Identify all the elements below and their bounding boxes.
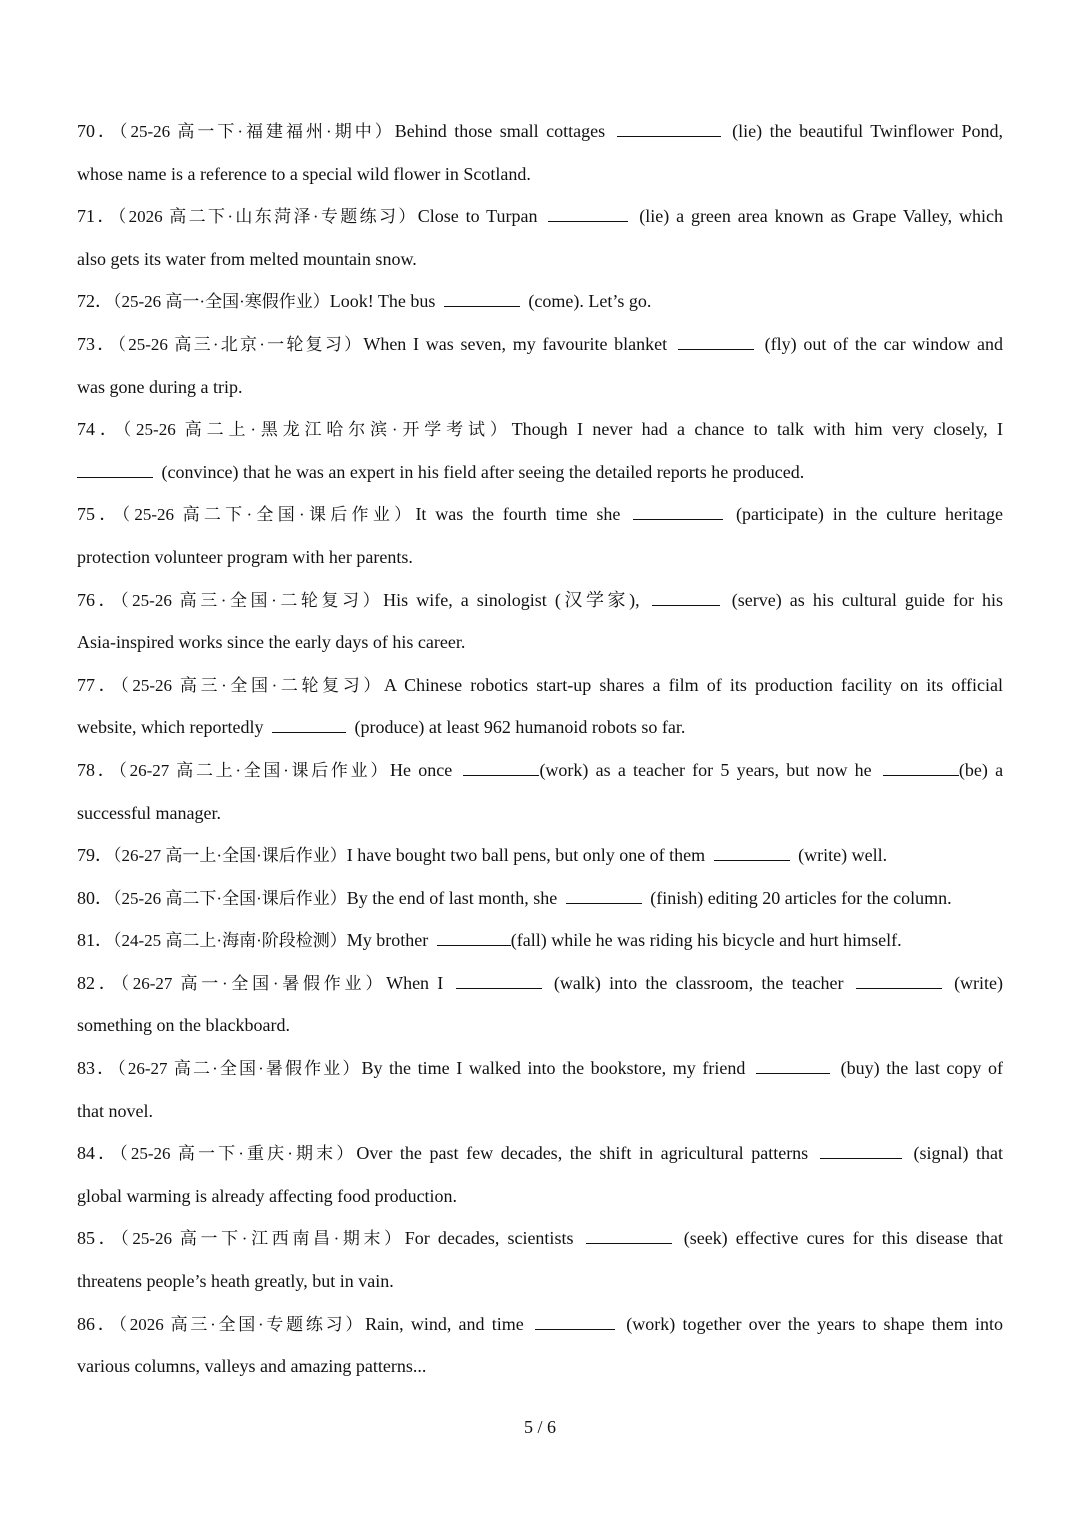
question-number: 71． [77,206,118,227]
question-hint: (fall) while he was riding his bicycle and hurt himself. [510,930,902,951]
answer-blank[interactable] [548,199,628,222]
question-76-line-2: Asia-inspired works since the early days of his career. [77,632,466,653]
question-86-line-2: various columns, valleys and amazing patterns... [77,1356,427,1377]
question-number: 82． [77,972,121,993]
answer-blank[interactable] [463,753,539,776]
question-number: 83． [77,1058,118,1079]
question-hint: (come). Let’s go. [528,291,652,312]
question-hint: (write) well. [798,845,888,866]
question-hint: (produce) at least 962 humanoid robots so far. [354,717,686,738]
question-73-line-1 [77,323,1003,366]
question-source: （25-26 高三·全国·二轮复习） [120,590,384,610]
question-source: （25-26 高二下·全国·课后作业） [113,888,347,908]
question-71-line-2: also gets its water from melted mountain snow. [77,248,417,269]
question-text: By the end of last month, she [346,887,558,908]
question-text: When I [386,972,444,993]
question-hint: (serve) as his cultural guide for his [731,589,1003,610]
question-source: （2026 高三·全国·专题练习） [118,1314,366,1334]
question-80-line-1 [77,877,1003,920]
answer-blank[interactable] [652,583,720,606]
question-source: （26-27 高一上·全国·课后作业） [113,846,347,866]
answer-blank[interactable] [566,881,642,904]
question-source: （25-26 高一下·江西南昌·期末） [120,1229,405,1249]
question-hint: (participate) in the culture heritage [735,504,1003,525]
question-84-line-1 [77,1132,1003,1175]
question-source: （26-27 高一·全国·暑假作业） [120,973,387,993]
question-number: 86． [77,1313,119,1334]
answer-blank[interactable] [756,1051,830,1074]
question-85-line-2: threatens people’s heath greatly, but in vain. [77,1271,394,1292]
question-source: （24-25 高二上·海南·阶段检测） [113,931,347,951]
page-number: 5 / 6 [523,1417,556,1437]
question-source: （25-26 高二上·黑龙江哈尔滨·开学考试） [122,420,512,440]
question-hint: (write) [954,972,1003,993]
question-82-line-1 [77,962,1003,1005]
question-text: A Chinese robotics start-up shares a film of its production facility on its official [383,674,1003,695]
answer-blank[interactable] [820,1136,902,1159]
question-source: （26-27 高二·全国·暑假作业） [117,1059,362,1079]
answer-blank[interactable] [456,966,542,989]
question-76-line-1 [77,579,1003,622]
question-78-line-2: successful manager. [77,802,221,823]
question-text: He once [390,759,453,780]
question-text: When I was seven, my favourite blanket [363,333,668,354]
answer-blank[interactable] [883,753,959,776]
question-source: （26-27 高二上·全国·课后作业） [118,760,391,780]
question-hint: (lie) a green area known as Grape Valley, which [639,206,1003,227]
question-70-line-2: whose name is a reference to a special wild flower in Scotland. [77,163,531,184]
question-hint: (lie) the beautiful Twinflower Pond, [732,121,1003,141]
question-hint: (convince) that he was an expert in his field after seeing the detailed reports he produced. [161,461,805,482]
question-75-line-1 [77,493,1003,536]
question-text: For decades, scientists [404,1228,574,1249]
question-number: 85． [77,1228,121,1249]
question-source: （2026 高二下·山东菏泽·专题练习） [117,207,418,227]
question-85-line-1 [77,1217,1003,1260]
answer-blank[interactable] [678,327,754,350]
question-86-line-1 [77,1303,1003,1346]
question-72-line-1 [77,280,1003,323]
question-text: Close to Turpan [417,206,538,227]
question-source: （25-26 高二下·全国·课后作业） [121,505,416,525]
question-hint: (be) a [958,759,1003,780]
question-hint: (work) together over the years to shape them into [626,1313,1003,1334]
question-hint: (finish) editing 20 articles for the column. [650,887,952,908]
question-hint: (buy) the last copy of [840,1058,1003,1079]
question-hint: (walk) into the classroom, the teacher [553,972,844,993]
question-79-line-1 [77,834,1003,877]
question-77-line-1 [77,664,1003,707]
question-82-line-2: something on the blackboard. [77,1015,290,1036]
question-text: My brother [346,930,429,951]
question-83-line-2: that novel. [77,1100,153,1121]
question-70-line-1 [77,110,1003,153]
question-number: 75． [77,504,122,525]
question-number: 84． [77,1143,120,1164]
question-text: By the time I walked into the bookstore, my friend [361,1058,746,1079]
answer-blank[interactable] [856,966,942,989]
question-source: （25-26 高一下·重庆·期末） [119,1144,357,1164]
question-text: His wife, a sinologist (汉学家), [383,589,640,610]
question-hint: (seek) effective cures for this disease that [683,1228,1003,1249]
question-number: 72． [77,291,113,312]
question-hint: (work) as a teacher for 5 years, but now he [539,759,872,780]
question-75-line-2: protection volunteer program with her parents. [77,546,413,567]
question-number: 74． [77,419,123,440]
question-number: 76． [77,589,121,610]
question-71-line-1 [77,195,1003,238]
question-hint: (signal) that [913,1143,1003,1164]
question-74-line-2 [77,451,1003,494]
answer-blank[interactable] [437,923,511,946]
question-source: （25-26 高一·全国·寒假作业） [113,292,330,312]
question-list [77,110,1003,1388]
question-text: Rain, wind, and time [365,1313,524,1334]
question-text: Over the past few decades, the shift in agricultural patterns [356,1143,809,1164]
question-73-line-2: was gone during a trip. [77,376,243,397]
question-hint: (fly) out of the car window and [764,333,1003,354]
question-source: （25-26 高一下·福建福州·期中） [119,122,395,141]
question-text: I have bought two ball pens, but only one of them [346,845,706,866]
answer-blank[interactable] [272,710,346,733]
answer-blank[interactable] [586,1221,672,1244]
answer-blank[interactable] [617,114,721,137]
answer-blank[interactable] [535,1307,615,1330]
question-number: 79． [77,845,113,866]
question-78-line-1 [77,749,1003,792]
answer-blank[interactable] [714,838,790,861]
question-number: 77． [77,674,121,695]
question-text: website, which reportedly [77,717,264,738]
question-83-line-1 [77,1047,1003,1090]
question-source: （25-26 高三·全国·二轮复习） [120,675,384,695]
question-text: Look! The bus [329,291,436,312]
question-number: 80． [77,887,113,908]
question-74-line-1 [77,408,1003,451]
question-text: Behind those small cottages [394,121,606,141]
question-number: 81． [77,930,113,951]
question-77-line-2 [77,706,1003,749]
question-text: It was the fourth time she [415,504,621,525]
answer-blank[interactable] [444,284,520,307]
question-source: （25-26 高三·北京·一轮复习） [117,334,364,354]
question-number: 78． [77,759,119,780]
answer-blank[interactable] [633,497,723,520]
question-number: 73． [77,333,118,354]
question-text: Though I never had a chance to talk with him very closely, I [511,419,1003,440]
question-number: 70． [77,121,119,141]
question-81-line-1 [77,919,1003,962]
question-84-line-2: global warming is already affecting food production. [77,1185,458,1206]
answer-blank[interactable] [77,455,153,478]
